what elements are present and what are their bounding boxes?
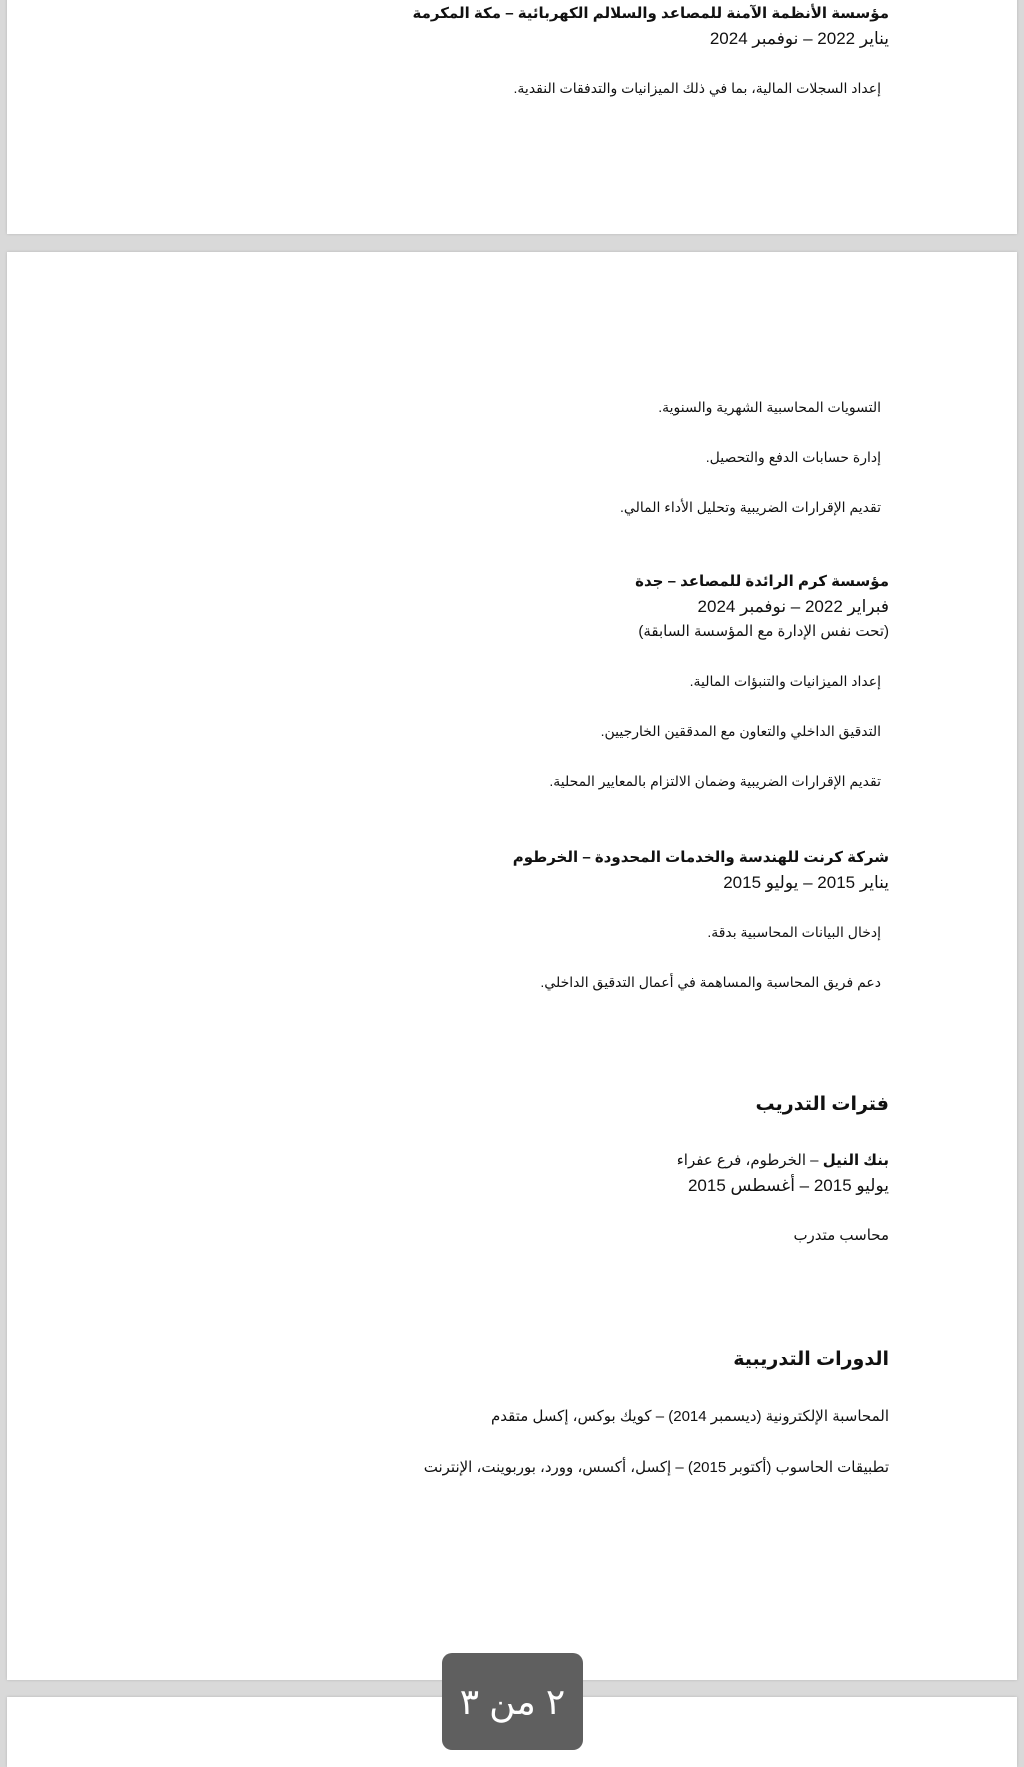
job1-duty-2: التسويات المحاسبية الشهرية والسنوية. xyxy=(658,399,881,415)
training-bank-line xyxy=(677,1151,889,1171)
job2-duty-2: التدقيق الداخلي والتعاون مع المدققين الخارجيين. xyxy=(600,723,881,739)
job1-duty-3: إدارة حسابات الدفع والتحصيل. xyxy=(705,449,881,465)
job3-company: شركة كرنت للهندسة والخدمات المحدودة – الخرطوم xyxy=(512,849,889,866)
training-heading: فترات التدريب xyxy=(755,1094,889,1115)
training-role: محاسب متدرب xyxy=(793,1227,889,1244)
document-page-1 xyxy=(7,0,1017,234)
job3-duty-2: دعم فريق المحاسبة والمساهمة في أعمال التدقيق الداخلي. xyxy=(540,974,881,990)
course-2: تطبيقات الحاسوب (أكتوبر 2015) – إكسل، أكسس، وورد، بوربوينت، الإنترنت xyxy=(423,1459,889,1476)
job3-period: يناير 2015 – يوليو 2015 xyxy=(723,873,889,892)
job2-company: مؤسسة كرم الرائدة للمصاعد – جدة xyxy=(635,573,889,590)
training-period: يوليو 2015 – أغسطس 2015 xyxy=(687,1176,889,1195)
job1-duty-4: تقديم الإقرارات الضريبية وتحليل الأداء المالي. xyxy=(620,499,881,515)
job2-period: فبراير 2022 – نوفمبر 2024 xyxy=(697,597,889,616)
job2-note: (تحت نفس الإدارة مع المؤسسة السابقة) xyxy=(638,623,889,640)
course-1: المحاسبة الإلكترونية (ديسمبر 2014) – كويك بوكس، إكسل متقدم xyxy=(490,1408,889,1425)
training-bank-name: بنك النيل xyxy=(822,1152,889,1169)
page-indicator: ٢ من ٣ xyxy=(442,1653,583,1750)
job3-duty-1: إدخال البيانات المحاسبية بدقة. xyxy=(707,924,881,940)
job1-period: يناير 2022 – نوفمبر 2024 xyxy=(709,29,889,48)
job1-company: مؤسسة الأنظمة الآمنة للمصاعد والسلالم الكهربائية – مكة المكرمة xyxy=(412,5,889,22)
training-bank-location: – الخرطوم، فرع عفراء xyxy=(676,1152,823,1169)
job2-duty-1: إعداد الميزانيات والتنبؤات المالية. xyxy=(689,673,881,689)
courses-heading: الدورات التدريبية xyxy=(733,1349,889,1370)
document-page-2 xyxy=(7,252,1017,1680)
job2-duty-3: تقديم الإقرارات الضريبية وضمان الالتزام بالمعايير المحلية. xyxy=(549,773,881,789)
job1-duty-1: إعداد السجلات المالية، بما في ذلك الميزانيات والتدفقات النقدية. xyxy=(513,80,881,96)
